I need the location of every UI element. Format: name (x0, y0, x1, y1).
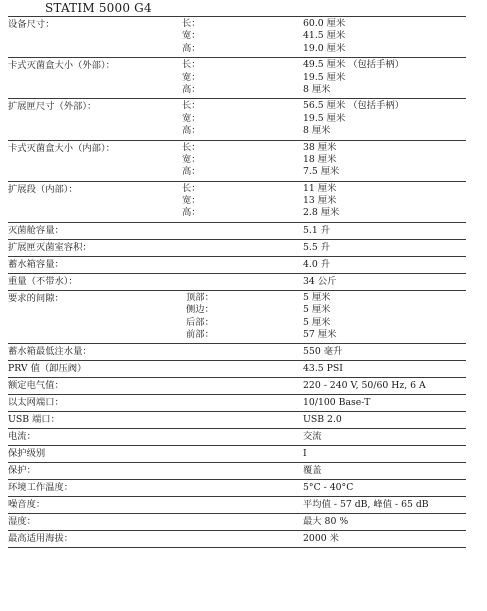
spec-value: 8 厘米 (303, 83, 331, 95)
spec-row (8, 496, 466, 513)
spec-value: 38 厘米 (303, 141, 337, 153)
spec-row (8, 222, 466, 239)
spec-value: 5°C - 40°C (303, 482, 354, 494)
spec-value: 41.5 厘米 (303, 30, 346, 42)
spec-sub-key: 长： (182, 100, 201, 112)
spec-row (8, 343, 466, 360)
spec-value: 10/100 Base-T (303, 397, 371, 409)
spec-value: 11 厘米 (303, 182, 337, 194)
spec-row (8, 530, 466, 548)
spec-label: 扩展匣尺寸（外部）： (8, 101, 97, 113)
spec-label: 以太网端口： (8, 397, 64, 409)
spec-sub-key: 高： (182, 42, 201, 54)
spec-sub-key: 前部： (186, 329, 214, 341)
spec-sub-line (8, 18, 466, 30)
spec-value: 2000 米 (303, 533, 339, 545)
spec-sub-line (8, 292, 466, 304)
spec-label: 保护级别 (8, 448, 46, 460)
spec-label: 设备尺寸： (8, 19, 55, 30)
spec-label: 湿度： (8, 516, 36, 528)
spec-row (8, 16, 466, 57)
spec-sub-key: 宽： (182, 195, 201, 207)
spec-sub-line (8, 72, 466, 84)
spec-value: 2.8 厘米 (303, 207, 340, 219)
spec-label: 保护： (8, 465, 36, 477)
spec-value: 19.5 厘米 (303, 71, 346, 83)
spec-sub-key: 高： (182, 166, 201, 178)
spec-sub-key: 长： (182, 141, 201, 153)
document-title: STATIM 5000 G4 (45, 1, 152, 15)
spec-label: 卡式灭菌盒大小（外部）： (8, 60, 115, 72)
spec-sub-line (8, 142, 466, 154)
spec-sub-line (8, 166, 466, 178)
spec-sub-line (8, 84, 466, 96)
spec-sub-key: 侧边： (186, 304, 214, 316)
spec-row (8, 273, 466, 290)
spec-sub-line (8, 154, 466, 166)
spec-value: 56.5 厘米 （包括手柄） (303, 100, 404, 112)
spec-value: 5 厘米 (303, 316, 331, 328)
spec-sub-key: 顶部： (186, 291, 214, 303)
spec-table (8, 16, 466, 548)
spec-row (8, 290, 466, 344)
spec-row (8, 462, 466, 479)
spec-row (8, 256, 466, 273)
spec-row (8, 377, 466, 394)
spec-value: 220 - 240 V, 50/60 Hz, 6 A (303, 380, 426, 392)
spec-value: 19.5 厘米 (303, 112, 346, 124)
spec-sub-line (8, 113, 466, 125)
spec-row (8, 57, 466, 98)
spec-sub-key: 宽： (182, 30, 201, 42)
spec-sub-line (8, 30, 466, 42)
spec-row (8, 445, 466, 462)
spec-value: USB 2.0 (303, 414, 342, 426)
spec-sub-key: 长： (182, 182, 201, 194)
spec-sub-line (8, 59, 466, 71)
spec-row (8, 513, 466, 530)
spec-value: 49.5 厘米 （包括手柄） (303, 59, 404, 71)
spec-value: 覆盖 (303, 465, 322, 477)
spec-sub-key: 高： (182, 83, 201, 95)
spec-sub-line (8, 317, 466, 329)
spec-row (8, 360, 466, 377)
spec-sub-line (8, 329, 466, 341)
spec-sub-line (8, 43, 466, 55)
spec-value: 5.5 升 (303, 241, 331, 253)
spec-value: 5 厘米 (303, 291, 331, 303)
spec-value: 34 公斤 (303, 275, 337, 287)
spec-label: 环境工作温度： (8, 482, 74, 494)
spec-value: 8 厘米 (303, 125, 331, 137)
spec-value: 5 厘米 (303, 304, 331, 316)
spec-value: 43.5 PSI (303, 363, 343, 375)
spec-label: 灭菌舱容量： (8, 224, 64, 236)
spec-label: 卡式灭菌盒大小（内部）： (8, 142, 115, 154)
spec-value: 18 厘米 (303, 153, 337, 165)
spec-label: PRV 值（卸压阀） (8, 363, 87, 375)
spec-sub-key: 高： (182, 125, 201, 137)
spec-value: 19.0 厘米 (303, 42, 346, 54)
spec-sub-key: 宽： (182, 153, 201, 165)
spec-label: USB 端口： (8, 414, 60, 426)
spec-value: 5.1 升 (303, 224, 331, 236)
spec-value: 13 厘米 (303, 195, 337, 207)
spec-label: 电流： (8, 431, 36, 443)
spec-sub-line (8, 207, 466, 219)
spec-row (8, 428, 466, 445)
spec-value: I (303, 448, 307, 460)
spec-value: 550 毫升 (303, 346, 343, 358)
spec-row (8, 98, 466, 139)
spec-sub-key: 长： (182, 59, 201, 71)
spec-sub-line (8, 125, 466, 137)
spec-label: 重量（不带水）： (8, 275, 78, 287)
spec-value: 7.5 厘米 (303, 166, 340, 178)
spec-value: 平均值 - 57 dB, 峰值 - 65 dB (303, 499, 429, 511)
spec-sub-line (8, 183, 466, 195)
spec-sub-key: 宽： (182, 112, 201, 124)
spec-label: 要求的间隙： (8, 292, 64, 304)
spec-value: 最大 80 % (303, 516, 349, 528)
spec-sub-line (8, 100, 466, 112)
spec-value: 4.0 升 (303, 258, 331, 270)
spec-label: 噪音度： (8, 499, 46, 511)
spec-row (8, 140, 466, 181)
spec-label: 最高适用海拔： (8, 533, 74, 545)
spec-sub-line (8, 304, 466, 316)
spec-value: 57 厘米 (303, 329, 337, 341)
spec-label: 额定电气值： (8, 380, 64, 392)
spec-row (8, 181, 466, 222)
spec-value: 60.0 厘米 (303, 18, 346, 29)
spec-label: 扩展匣灭菌室容积： (8, 241, 92, 253)
spec-label: 扩展段（内部）： (8, 183, 78, 195)
spec-label: 蓄水箱容量： (8, 258, 64, 270)
spec-sub-line (8, 195, 466, 207)
spec-sub-key: 长： (182, 18, 201, 29)
spec-value: 交流 (303, 431, 322, 443)
spec-row (8, 239, 466, 256)
spec-row (8, 394, 466, 411)
spec-label: 蓄水箱最低注水量： (8, 346, 92, 358)
spec-row (8, 479, 466, 496)
spec-row (8, 411, 466, 428)
spec-sub-key: 高： (182, 207, 201, 219)
spec-sub-key: 后部： (186, 316, 214, 328)
spec-sub-key: 宽： (182, 71, 201, 83)
